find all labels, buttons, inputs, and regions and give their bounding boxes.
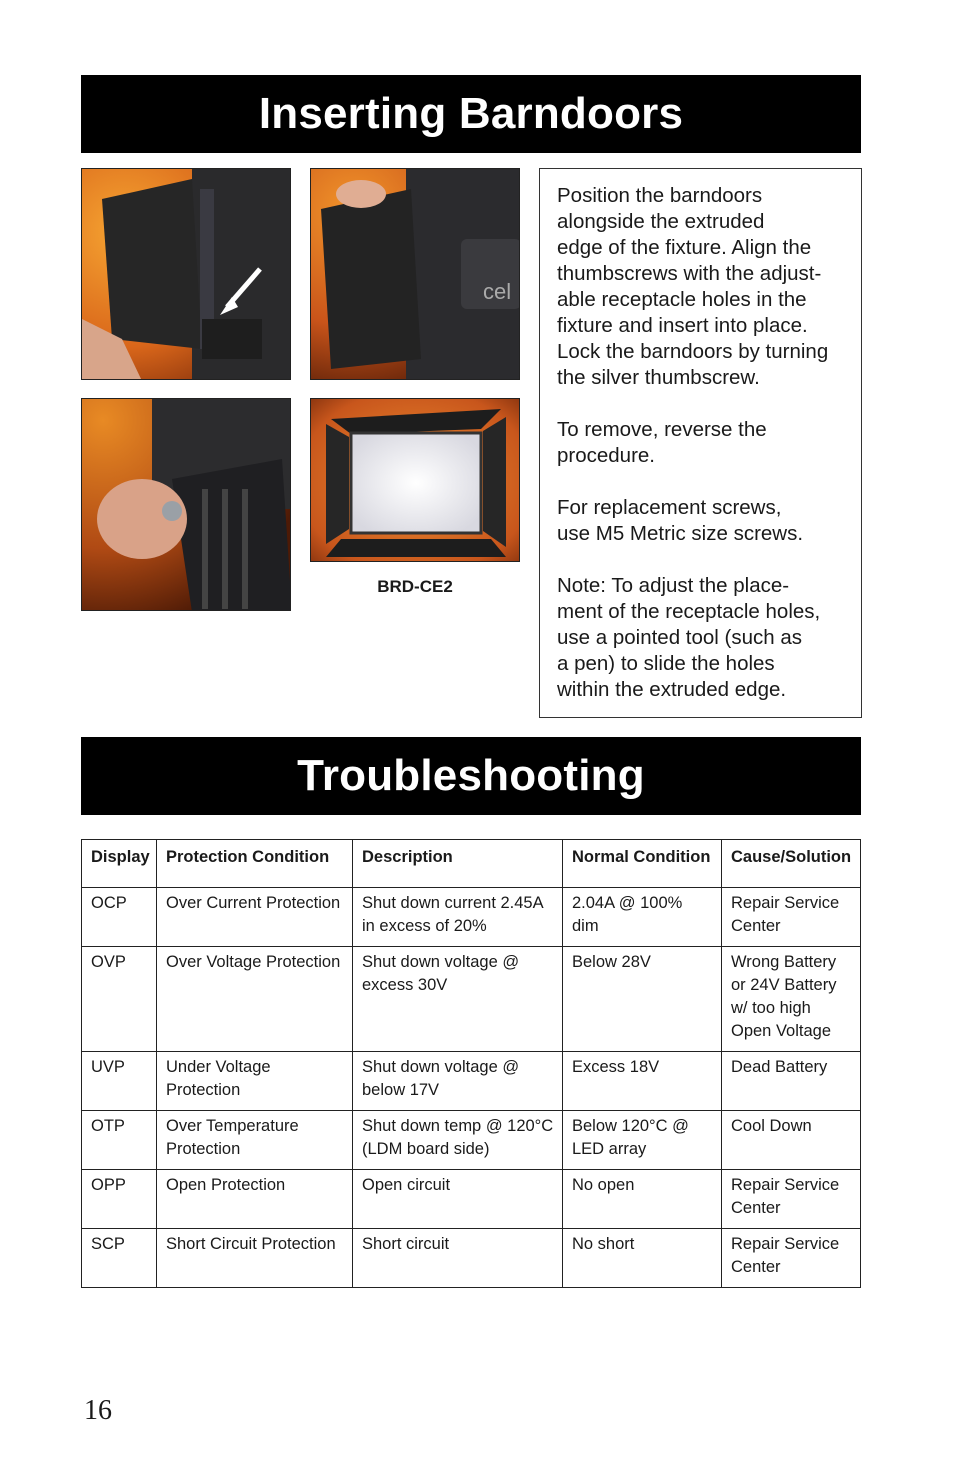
cell-normal-condition: Below 120°C @ LED array <box>563 1111 722 1170</box>
cell-cause-solution: Cool Down <box>722 1111 861 1170</box>
section-title-inserting-barndoors: Inserting Barndoors <box>81 75 861 153</box>
cell-protection-condition: Over Temperature Protection <box>157 1111 353 1170</box>
cell-normal-condition: 2.04A @ 100% dim <box>563 888 722 947</box>
cell-protection-condition: Over Current Protection <box>157 888 353 947</box>
instruction-paragraph: Note: To adjust the place- ment of the receptacle holes, use a pointed tool (such as a pen) to slide the holes within the extruded edge. <box>557 574 821 701</box>
cell-cause-solution: Wrong Battery or 24V Battery w/ too high Open Voltage <box>722 947 861 1052</box>
cell-display: OVP <box>82 947 157 1052</box>
cell-description: Shut down voltage @ excess 30V <box>353 947 563 1052</box>
cell-cause-solution: Repair Service Center <box>722 1229 861 1288</box>
cell-normal-condition: No open <box>563 1170 722 1229</box>
cell-display: OCP <box>82 888 157 947</box>
page-number: 16 <box>84 1395 112 1426</box>
cell-protection-condition: Open Protection <box>157 1170 353 1229</box>
cell-cause-solution: Dead Battery <box>722 1052 861 1111</box>
table-row <box>82 1229 861 1288</box>
instructions-box <box>539 168 862 718</box>
table-row <box>82 888 861 947</box>
cell-display: UVP <box>82 1052 157 1111</box>
cell-description: Shut down voltage @ below 17V <box>353 1052 563 1111</box>
header-normal-condition: Normal Condition <box>563 840 722 888</box>
cell-description: Shut down current 2.45A in excess of 20% <box>353 888 563 947</box>
cell-normal-condition: Below 28V <box>563 947 722 1052</box>
cell-description: Short circuit <box>353 1229 563 1288</box>
model-caption: BRD-CE2 <box>377 577 453 596</box>
photo-light-with-barndoors <box>310 398 520 562</box>
instruction-paragraph: To remove, reverse the procedure. <box>557 418 767 467</box>
table-header-row <box>82 840 861 888</box>
cell-cause-solution: Repair Service Center <box>722 888 861 947</box>
header-protection-condition: Protection Condition <box>157 840 353 888</box>
cell-normal-condition: No short <box>563 1229 722 1288</box>
troubleshooting-table <box>81 839 860 1288</box>
table-row <box>82 1170 861 1229</box>
svg-text:cel: cel <box>483 279 512 304</box>
photo-barndoor-insertion <box>310 168 520 380</box>
cell-normal-condition: Excess 18V <box>563 1052 722 1111</box>
cell-display: OTP <box>82 1111 157 1170</box>
header-description: Description <box>353 840 563 888</box>
cell-protection-condition: Short Circuit Protection <box>157 1229 353 1288</box>
photo-thumbscrew-lock <box>81 398 291 611</box>
cell-display: OPP <box>82 1170 157 1229</box>
table-row <box>82 947 861 1052</box>
cell-description: Open circuit <box>353 1170 563 1229</box>
section-title-troubleshooting: Troubleshooting <box>81 737 861 815</box>
cell-display: SCP <box>82 1229 157 1288</box>
instruction-paragraph: Position the barndoors alongside the extruded edge of the fixture. Align the thumbscrews with the adjust- able receptacle holes in the fixture and insert into place. Lock the barndoors by turning the silver thumbscrew. <box>557 184 829 389</box>
header-display: Display <box>82 840 157 888</box>
cell-cause-solution: Repair Service Center <box>722 1170 861 1229</box>
cell-protection-condition: Over Voltage Protection <box>157 947 353 1052</box>
instruction-paragraph: For replacement screws, use M5 Metric size screws. <box>557 496 804 545</box>
photo-barndoor-alignment <box>81 168 291 380</box>
table-row <box>82 1111 861 1170</box>
header-cause-solution: Cause/Solution <box>722 840 861 888</box>
cell-description: Shut down temp @ 120°C (LDM board side) <box>353 1111 563 1170</box>
cell-protection-condition: Under Voltage Protection <box>157 1052 353 1111</box>
table-row <box>82 1052 861 1111</box>
